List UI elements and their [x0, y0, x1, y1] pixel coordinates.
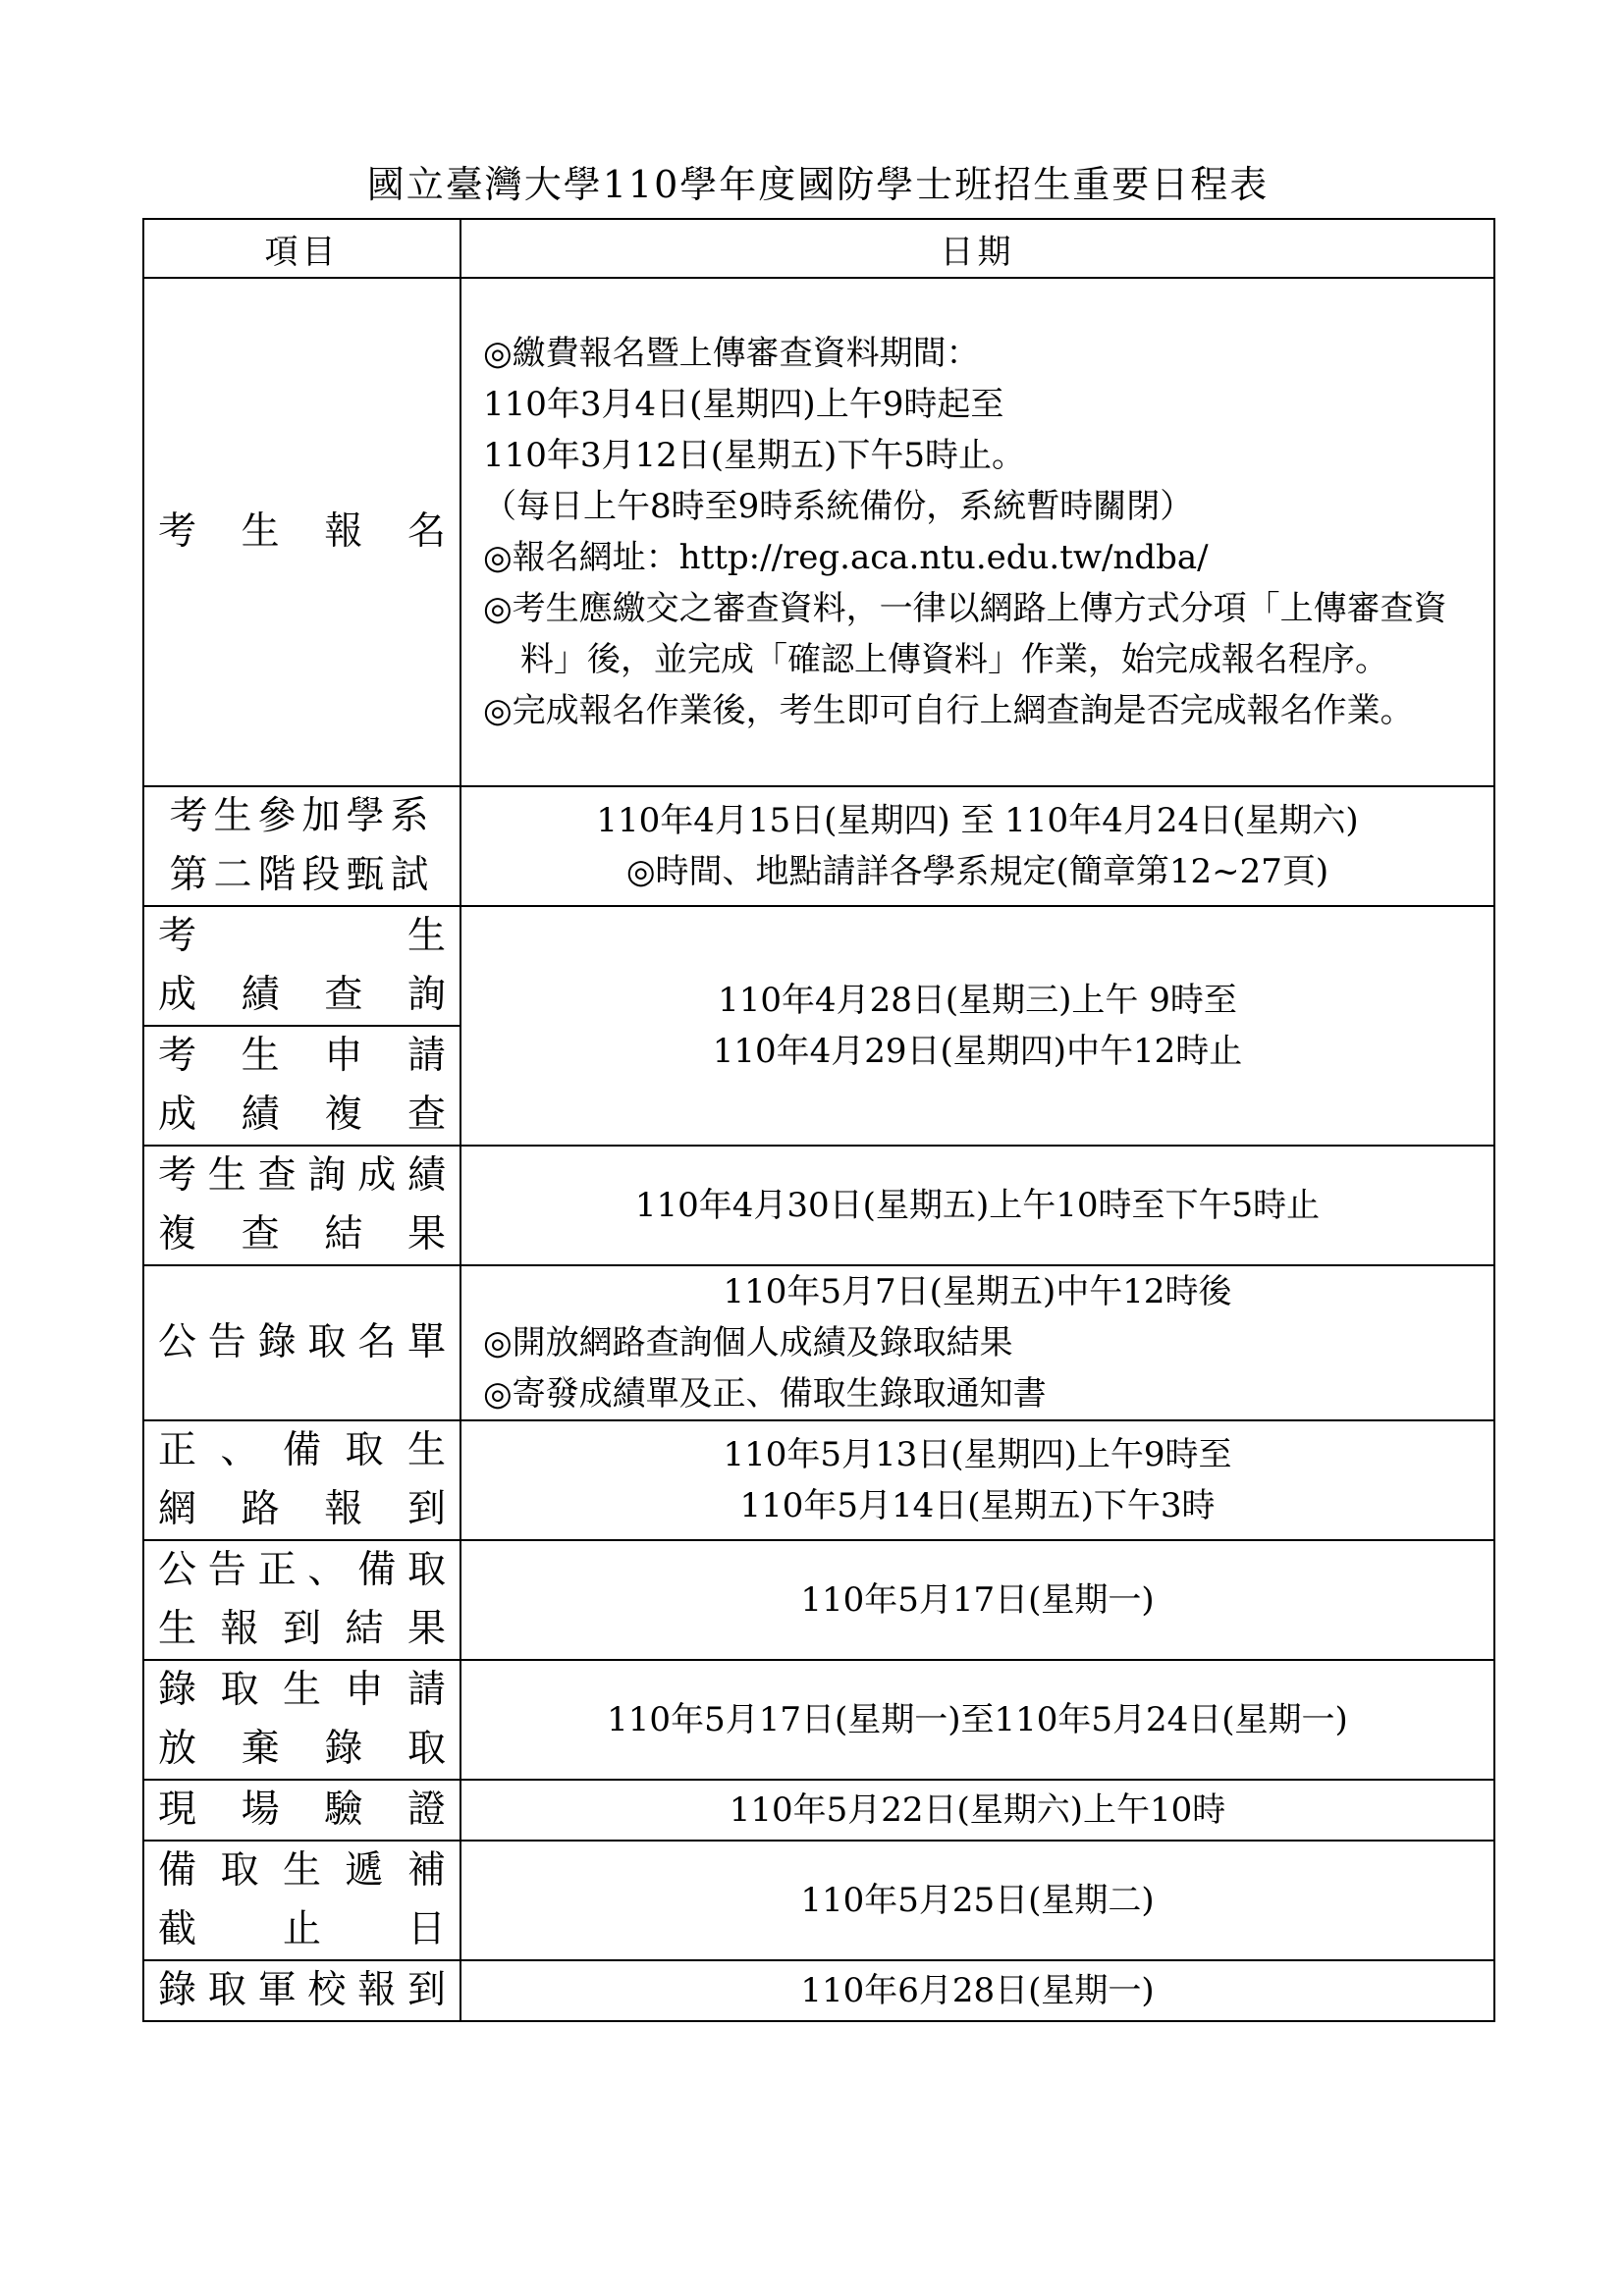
text-char: 軍	[257, 1968, 297, 2012]
text-char: 路	[241, 1487, 280, 1531]
text-char: 放	[158, 1727, 197, 1771]
text-char: 取	[406, 1548, 446, 1592]
text-char: 到	[282, 1607, 321, 1651]
row-item	[143, 1960, 460, 2021]
row-item	[143, 786, 460, 906]
text-char: 備	[282, 1428, 321, 1472]
text-char: ◎寄發成績單及正、備取生錄取通知書	[483, 1374, 1047, 1414]
row-date	[460, 1146, 1494, 1265]
text-char: 複	[324, 1093, 363, 1137]
text-char: 110年4月15日(星期四) 至 110年4月24日(星期六)	[596, 801, 1359, 840]
table-row	[143, 1780, 1494, 1841]
text-char: 110年6月28日(星期一)	[800, 1971, 1155, 2010]
row-date	[460, 1780, 1494, 1841]
text-char: 報	[324, 1487, 363, 1531]
text-char: 正	[158, 1428, 197, 1472]
text-char: 110年3月12日(星期五)下午5時止。	[483, 436, 1025, 475]
text-char: （每日上午8時至9時系統備份，系統暫時關閉）	[483, 487, 1194, 526]
text-char: 請	[406, 1034, 446, 1078]
text-char: 證	[406, 1788, 446, 1832]
text-char: 到	[406, 1968, 446, 2012]
row-item	[143, 1660, 460, 1780]
row-item	[143, 1780, 460, 1841]
text-char: ◎繳費報名暨上傳審查資料期間：	[483, 334, 980, 373]
text-char: 生	[282, 1668, 321, 1712]
row-date	[460, 1265, 1494, 1420]
text-char: 名	[357, 1320, 397, 1364]
text-char: 生	[241, 1034, 280, 1078]
text-char: 110年4月30日(星期五)上午10時至下午5時止	[634, 1186, 1321, 1225]
text-char: 詢	[406, 973, 446, 1017]
table-row	[143, 1841, 1494, 1960]
text-char: 場	[241, 1788, 280, 1832]
text-char: 成	[158, 1093, 197, 1137]
text-char: 日	[406, 1907, 446, 1951]
text-char: 截	[158, 1907, 197, 1951]
registration-url: ◎報名網址：http://reg.aca.ntu.edu.tw/ndba/	[483, 538, 1209, 577]
row-date	[460, 278, 1494, 786]
text-char: 網	[158, 1487, 197, 1531]
text-char: 報	[324, 509, 363, 554]
text-char: 取	[207, 1968, 246, 2012]
row-item	[143, 1841, 460, 1960]
text-char: 現	[158, 1788, 197, 1832]
text-char: 查	[241, 1212, 280, 1256]
text-char: 生	[406, 914, 446, 958]
row-item	[143, 278, 460, 786]
text-char: 110年5月14日(星期五)下午3時	[739, 1486, 1216, 1525]
text-char: 生	[207, 1153, 246, 1198]
schedule-table	[142, 218, 1495, 2022]
row-item	[143, 1420, 460, 1540]
header-item: 項目	[143, 219, 460, 278]
text-char: 110年4月28日(星期三)上午 9時至	[718, 981, 1237, 1020]
text-char: 生	[241, 509, 280, 554]
text-char: 110年5月17日(星期一)至110年5月24日(星期一)	[607, 1700, 1348, 1739]
text-char: 成	[357, 1153, 397, 1198]
text-char: 公	[158, 1548, 197, 1592]
row-date	[460, 1420, 1494, 1540]
text-char: 請	[406, 1668, 446, 1712]
text-char: 果	[406, 1212, 446, 1256]
text-char: 生	[158, 1607, 197, 1651]
row-date	[460, 786, 1494, 906]
table-row	[143, 1540, 1494, 1660]
text-char: 告	[207, 1548, 246, 1592]
text-char: 考	[158, 1153, 197, 1198]
text-char: 考	[158, 914, 197, 958]
text-char: 公	[158, 1320, 197, 1364]
text-char: 第二階段甄試	[169, 853, 435, 897]
text-char: 110年5月17日(星期一)	[800, 1580, 1155, 1620]
text-char: 查	[257, 1153, 297, 1198]
text-char: 取	[220, 1848, 259, 1893]
text-char: 取	[345, 1428, 384, 1472]
text-char: 績	[241, 1093, 280, 1137]
text-char: 申	[345, 1668, 384, 1712]
row-item	[143, 1540, 460, 1660]
text-char: ◎考生應繳交之審查資料，一律以網路上傳方式分項「上傳審查資料」後，並完成「確認上傳資料」作業，始完成報名程序。	[483, 589, 1447, 679]
table-row	[143, 1420, 1494, 1540]
text-char: 名	[406, 509, 446, 554]
text-char: 錄	[158, 1668, 197, 1712]
row-date	[460, 906, 1494, 1146]
table-header-row	[143, 219, 1494, 278]
text-char: 止	[282, 1907, 321, 1951]
text-char: 報	[220, 1607, 259, 1651]
text-char: 到	[406, 1487, 446, 1531]
text-char: 考	[158, 1034, 197, 1078]
text-char: 複	[158, 1212, 197, 1256]
text-char: 報	[357, 1968, 397, 2012]
text-char: 驗	[324, 1788, 363, 1832]
text-char: 補	[406, 1848, 446, 1893]
text-char: 告	[207, 1320, 246, 1364]
text-char: 正	[257, 1548, 297, 1592]
text-char: 生	[406, 1428, 446, 1472]
text-char: 申	[324, 1034, 363, 1078]
text-char: 成	[158, 973, 197, 1017]
text-char: 、	[307, 1548, 347, 1592]
text-char: 取	[406, 1727, 446, 1771]
text-char: 詢	[307, 1153, 347, 1198]
row-item	[143, 1146, 460, 1265]
text-char: 生	[282, 1848, 321, 1893]
document-title: 國立臺灣大學110學年度國防學士班招生重要日程表	[366, 163, 1270, 206]
row-date	[460, 1960, 1494, 2021]
text-char: 考生參加學系	[169, 794, 435, 838]
table-row	[143, 906, 1494, 1026]
text-char: 110年5月25日(星期二)	[800, 1881, 1155, 1920]
row-date	[460, 1841, 1494, 1960]
text-char: 果	[406, 1607, 446, 1651]
table-row	[143, 1146, 1494, 1265]
text-char: 110年5月22日(星期六)上午10時	[729, 1790, 1226, 1830]
text-char: 錄	[324, 1727, 363, 1771]
text-char: 查	[324, 973, 363, 1017]
row-date	[460, 1660, 1494, 1780]
text-char: 110年5月13日(星期四)上午9時至	[723, 1435, 1232, 1474]
text-char: 110年3月4日(星期四)上午9時起至	[483, 385, 1004, 424]
table-row	[143, 1660, 1494, 1780]
text-char: 校	[307, 1968, 347, 2012]
text-char: 110年5月7日(星期五)中午12時後	[723, 1272, 1232, 1311]
header-date: 日期	[460, 219, 1494, 278]
text-char: 錄	[158, 1968, 197, 2012]
text-char: 棄	[241, 1727, 280, 1771]
text-char: ◎開放網路查詢個人成績及錄取結果	[483, 1323, 1013, 1362]
text-char: 錄	[257, 1320, 297, 1364]
text-char: 查	[406, 1093, 446, 1137]
text-char: 、	[220, 1428, 259, 1472]
row-item	[143, 906, 460, 1026]
table-row	[143, 1265, 1494, 1420]
text-char: 結	[345, 1607, 384, 1651]
text-char: ◎時間、地點請詳各學系規定(簡章第12~27頁)	[625, 852, 1329, 891]
text-char: 結	[324, 1212, 363, 1256]
text-char: 取	[307, 1320, 347, 1364]
text-char: 110年4月29日(星期四)中午12時止	[712, 1032, 1243, 1071]
text-char: ◎完成報名作業後，考生即可自行上網查詢是否完成報名作業。	[483, 691, 1414, 730]
row-item	[143, 1265, 460, 1420]
text-char: 績	[406, 1153, 446, 1198]
table-row	[143, 278, 1494, 786]
text-char: 備	[158, 1848, 197, 1893]
text-char: 考	[158, 509, 197, 554]
row-date	[460, 1540, 1494, 1660]
text-char: 備	[357, 1548, 397, 1592]
table-row	[143, 1960, 1494, 2021]
text-char: 遞	[345, 1848, 384, 1893]
text-char: 單	[406, 1320, 446, 1364]
text-char: 取	[220, 1668, 259, 1712]
table-row	[143, 786, 1494, 906]
text-char: 績	[241, 973, 280, 1017]
row-item	[143, 1026, 460, 1146]
